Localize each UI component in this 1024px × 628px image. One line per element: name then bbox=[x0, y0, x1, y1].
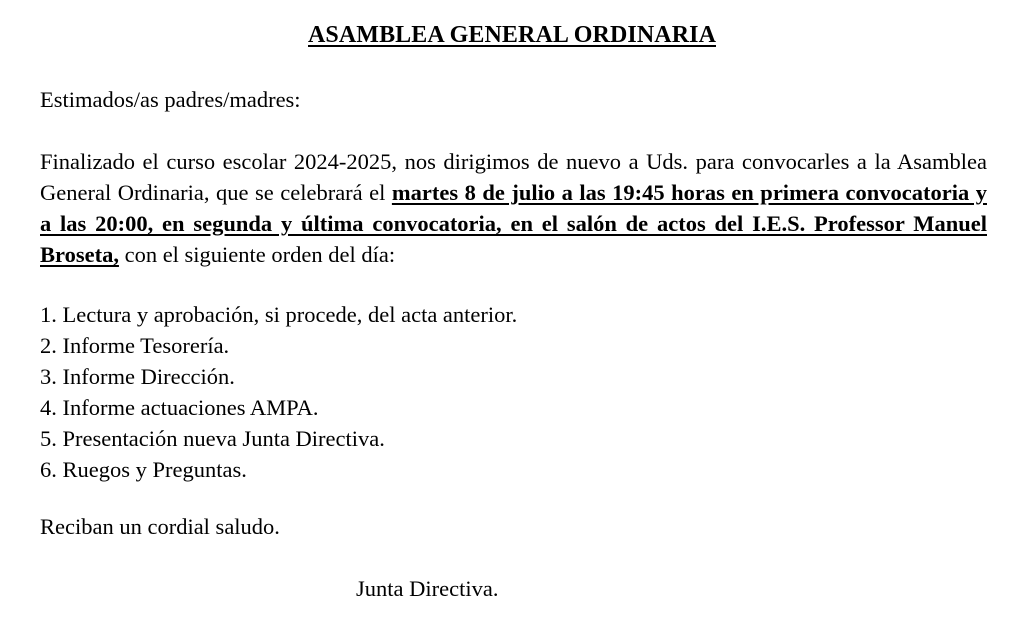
body-paragraph bbox=[40, 146, 987, 270]
body-intro: Finalizado el curso escolar 2024-2025, nos dirigimos de nuevo a Uds. para convocarles a la Asamblea General Ordinaria, que se celebrará el bbox=[40, 149, 987, 205]
agenda-item: 3. Informe Dirección. bbox=[40, 364, 235, 389]
agenda-list bbox=[40, 299, 517, 485]
meeting-details: martes 8 de julio a las 19:45 horas en primera convocatoria y a las 20:00, en segunda y última convocatoria, en el salón de actos del I.E.S. Professor Manuel Broseta, bbox=[40, 180, 987, 267]
agenda-item: 2. Informe Tesorería. bbox=[40, 333, 230, 358]
greeting: Estimados/as padres/madres: bbox=[40, 87, 301, 112]
agenda-item: 4. Informe actuaciones AMPA. bbox=[40, 395, 319, 420]
document-title: ASAMBLEA GENERAL ORDINARIA bbox=[308, 22, 716, 48]
body-outro: con el siguiente orden del día: bbox=[118, 242, 396, 267]
closing: Reciban un cordial saludo. bbox=[40, 514, 280, 539]
signature: Junta Directiva. bbox=[356, 576, 499, 601]
agenda-item: 5. Presentación nueva Junta Directiva. bbox=[40, 426, 385, 451]
agenda-item: 1. Lectura y aprobación, si procede, del acta anterior. bbox=[40, 302, 518, 327]
agenda-item: 6. Ruegos y Preguntas. bbox=[40, 457, 247, 482]
